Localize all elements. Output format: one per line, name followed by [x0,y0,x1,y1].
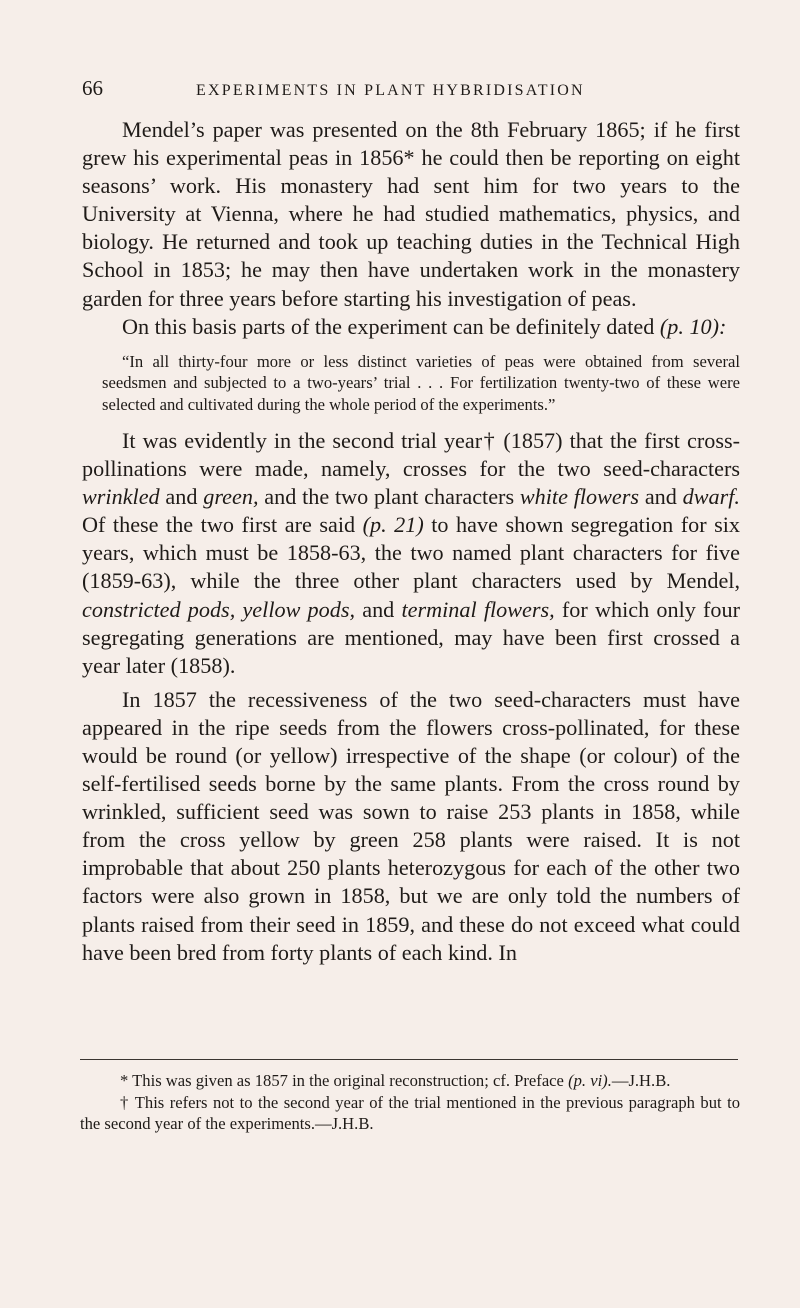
footnotes [80,1070,740,1135]
paragraph-1: Mendel’s paper was presented on the 8th February 1865; if he first grew his experimental peas in 1856* he could then be reporting on eight seasons’ work. His monastery had sent him for two years to the University at Vienna, where he had studied mathematics, physics, and biology. He returned and took up teaching duties in the Technical High School in 1853; he may then have undertaken work in the monastery garden for three years before starting his investigation of peas. [82,117,740,311]
p3-text-b: and [159,484,204,510]
term-yellow-pods: yellow pods, [242,596,356,622]
paragraph-2-text: On this basis parts of the experiment can be definitely dated [122,313,660,339]
p3-text-e: Of these the two first are said [82,512,363,538]
running-title: EXPERIMENTS IN PLANT HYBRIDISATION [196,82,585,99]
page-reference-21: (p. 21) [362,512,424,538]
term-green: green, [203,484,259,510]
paragraph-2 [82,313,740,341]
footnote-1-author: —J.H.B. [611,1071,671,1090]
quote-text: “In all thirty-four more or less distinct varieties of peas were obtained from several seedsmen and subjected to a two-years’ trial . . . For fertilization twenty-two of these were selected and cultivated during the whole period of the experiments.” [102,351,740,414]
p3-text-i: for which only four segregating generations are mentioned, may have been first crossed a year later (1858). [82,596,740,678]
footnote-2: † This refers not to the second year of the trial mentioned in the previous paragraph but to the second year of the experiments.—J.H.B. [80,1092,740,1134]
footnote-rule [80,1059,738,1060]
footnote-1-reference: (p. vi). [568,1071,612,1090]
paragraph-3 [82,427,740,680]
footnote-1-text: * This was given as 1857 in the original reconstruction; cf. Preface [120,1071,569,1090]
p3-text-c: and the two plant characters [258,484,520,510]
paragraph-4: In 1857 the recessiveness of the two seed-characters must have appeared in the ripe seeds from the flowers cross-pollinated, for these would be round (or yellow) irrespective of the shape (or colour) of the self-fertilised seeds borne by the same plants. From the cross round by wrinkled, sufficient seed was sown to raise 253 plants in 1858, while from the cross yellow by green 258 plants were raised. It is not improbable that about 250 plants heterozygous for each of the other two factors were also grown in 1858, but we are only told the numbers of plants raised from their seed in 1859, and these do not exceed what could have been bred from forty plants of each kind. In [82,686,740,965]
term-wrinkled: wrinkled [82,484,160,510]
page-header [82,76,742,101]
term-constricted-pods: constricted pods, [82,596,236,622]
page-number: 66 [82,76,103,100]
p3-text-d: and [639,484,683,510]
term-terminal-flowers: terminal flowers, [401,596,555,622]
main-text [82,116,740,967]
block-quote [82,351,740,415]
page-reference: (p. 10): [659,313,727,339]
term-white-flowers: white flowers [519,484,640,510]
footnote-1 [80,1070,740,1092]
term-dwarf: dwarf. [682,484,740,510]
p3-text-a: It was evidently in the second trial year† (1857) that the first cross-pollinations were made, namely, crosses for the two seed-characters [82,427,740,482]
p3-text-f: to have shown segregation for six years, which must be 1858-63, the two named plant characters for five (1859-63), while the three other plant characters used by Mendel, [82,512,740,594]
p3-text-h: and [355,596,402,622]
